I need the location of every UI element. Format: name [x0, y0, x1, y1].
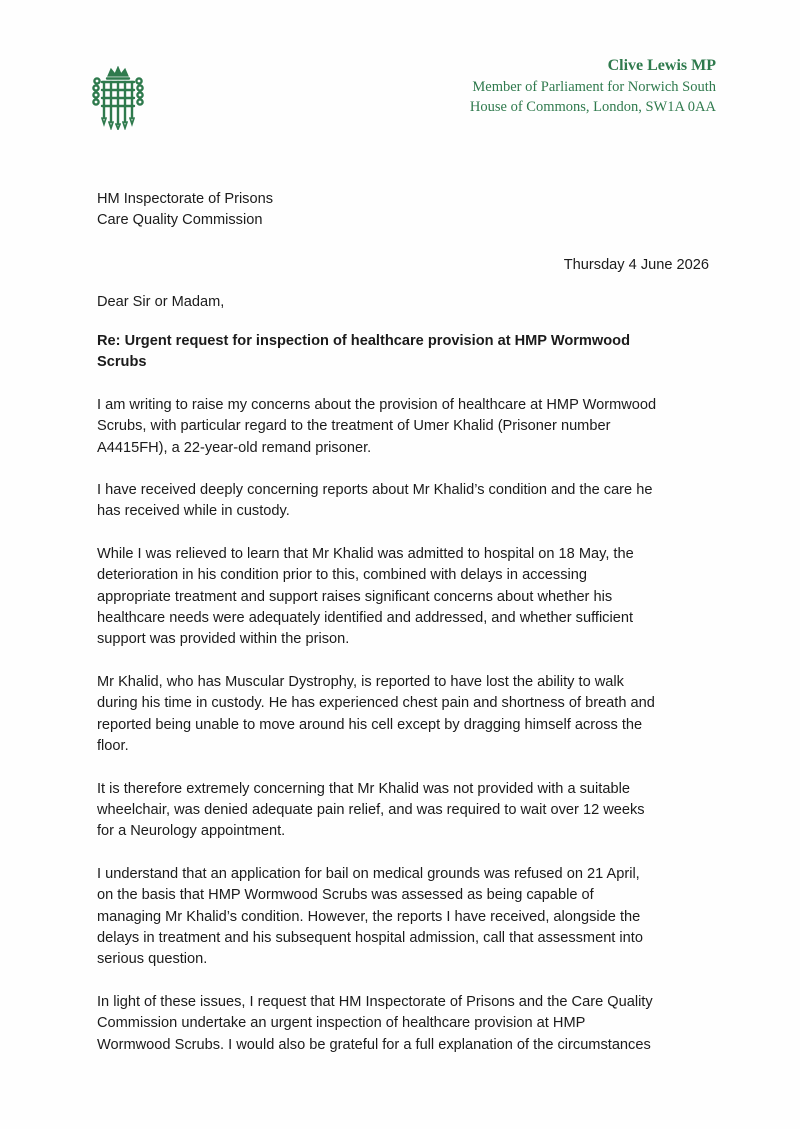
salutation: Dear Sir or Madam, [97, 294, 225, 310]
body-paragraph: While I was relieved to learn that Mr Khalid was admitted to hospital on 18 May, the deterioration in his condition prior to this, combined with delays in accessing appropriate treatment and support raises significant concerns about whether his healthcare needs were adequately identified and addressed, and whether sufficient support was provided within the prison. [97, 545, 634, 648]
body-paragraph: I am writing to raise my concerns about the provision of healthcare at HMP Wormwood Scrubs, with particular regard to the treatment of Umer Khalid (Prisoner number A4415FH), a 22-year-old remand prisoner. [97, 396, 657, 456]
mp-name: Clive Lewis MP [607, 57, 716, 74]
body-paragraph: Mr Khalid, who has Muscular Dystrophy, is reported to have lost the ability to walk during his time in custody. He has experienced chest pain and shortness of breath and reported being unable to move around his cell except by dragging himself across the floor. [97, 673, 655, 755]
recipient-line: Care Quality Commission [97, 212, 263, 229]
letter-body [97, 331, 657, 1077]
mp-address: House of Commons, London, SW1A 0AA [469, 99, 716, 115]
portcullis-icon [92, 66, 144, 130]
body-paragraph: I understand that an application for bail on medical grounds was refused on 21 April, on the basis that HMP Wormwood Scrubs was assessed as being capable of managing Mr Khalid’s condition. However, the reports I have received, alongside the delays in treatment and his subsequent hospital admission, call that assessment into serious question. [97, 865, 643, 968]
recipient-block [97, 189, 273, 232]
letterhead [470, 55, 716, 117]
mp-role: Member of Parliament for Norwich South [472, 79, 716, 95]
body-paragraph: I have received deeply concerning reports about Mr Khalid’s condition and the care he has received while in custody. [97, 482, 653, 520]
body-paragraph: In light of these issues, I request that HM Inspectorate of Prisons and the Care Quality Commission undertake an urgent inspection of healthcare provision at HMP Wormwood Scrubs. I would also be grateful for a full explanation of the circumstances [97, 993, 653, 1053]
letter-date: Thursday 4 June 2026 [563, 257, 709, 273]
recipient-line: HM Inspectorate of Prisons [97, 191, 274, 207]
subject-line: Re: Urgent request for inspection of healthcare provision at HMP Wormwood Scrubs [97, 333, 631, 371]
body-paragraph: It is therefore extremely concerning that Mr Khalid was not provided with a suitable wheelchair, was denied adequate pain relief, and was required to wait over 12 weeks for a Neurology appointment. [97, 780, 645, 840]
